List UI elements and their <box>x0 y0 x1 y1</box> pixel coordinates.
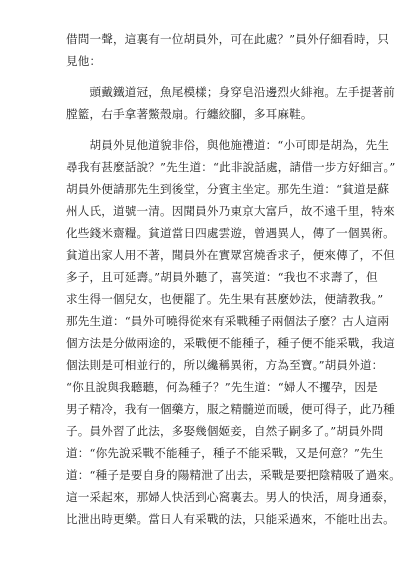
paragraph-1 <box>66 28 390 72</box>
text-line: 求生得一個兒女，也便罷了。先生果有甚麼妙法，便請教我。” <box>66 292 384 306</box>
text-line: 州人氏，道號一清。因聞員外乃東京大富戶，故不遠千里，特來 <box>66 204 395 218</box>
text-line: 貧道出家人用不著，聞員外在實眾宮燒香求子，便來傳了，不但 <box>66 248 395 262</box>
text-line: 見他： <box>66 54 102 68</box>
text-line: 個方法是分做兩途的，采戰便不能種子，種子便不能采戰，我這 <box>66 336 395 350</box>
text-line: 比泄出時更樂。當日人有采戰的法，只能采過來，不能吐出去。 <box>66 512 395 526</box>
paragraph-2 <box>66 81 395 125</box>
text-line: 個法則是可相並行的，所以纔稱異術，方為至寶。”胡員外道： <box>66 358 384 372</box>
text-line: 化些錢米齋糧。貧道當日四處雲遊，曾遇異人，傳了一個異術。 <box>66 226 395 240</box>
paragraph-3 <box>66 134 401 530</box>
text-line: “你且說與我聽聽，何為種子？”先生道：“婦人不攫孕，因是 <box>66 380 378 394</box>
text-line: 這一采起來，那婦人快活到心窩裏去。男人的快活，周身通泰， <box>66 490 395 504</box>
text-line: 借問一聲，這裏有一位胡員外，可在此處？”員外仔細看時，只 <box>66 32 390 46</box>
text-line: 胡員外便請那先生到後堂，分賓主坐定。那先生道：“貧道是蘇 <box>66 182 390 196</box>
text-line: 道：“你先說采戰不能種子，種子不能采戰，又是何意？”先生 <box>66 446 384 460</box>
text-line: 多子，且可延壽。”胡員外聽了，喜笑道：“我也不求壽了，但 <box>66 270 378 284</box>
text-line: 胡員外見他道貌非俗，與他施禮道：“小可即是胡為，先生 <box>66 138 390 152</box>
text-line: 男子精冷，我有一個藥方，服之精髓逆而暖，便可得子，此乃種 <box>66 402 395 416</box>
text-line: 那先生道：“員外可曉得從來有采戰種子兩個法子麼？古人這兩 <box>66 314 390 328</box>
paragraph-gap <box>66 125 362 134</box>
text-line: 尋我有甚麼話說？”先生道：“此非說話處，請借一步方好細言。” <box>66 160 396 174</box>
text-line: 道：“種子是要自身的陽精泄了出去，采戰是要把陰精吸了過來。 <box>66 468 401 482</box>
text-line: 頭戴鐵道冠，魚尾模樣；身穿皂沿邊烈火緋袍。左手提著前 <box>66 85 395 99</box>
paragraph-gap <box>66 72 362 81</box>
text-line: 子。員外習了此法，多娶幾個姬妾，自然子嗣多了。”胡員外問 <box>66 424 384 438</box>
text-line: 膛籃，右手拿著鱉殼扇。行纏絞腳，多耳麻鞋。 <box>66 107 313 121</box>
